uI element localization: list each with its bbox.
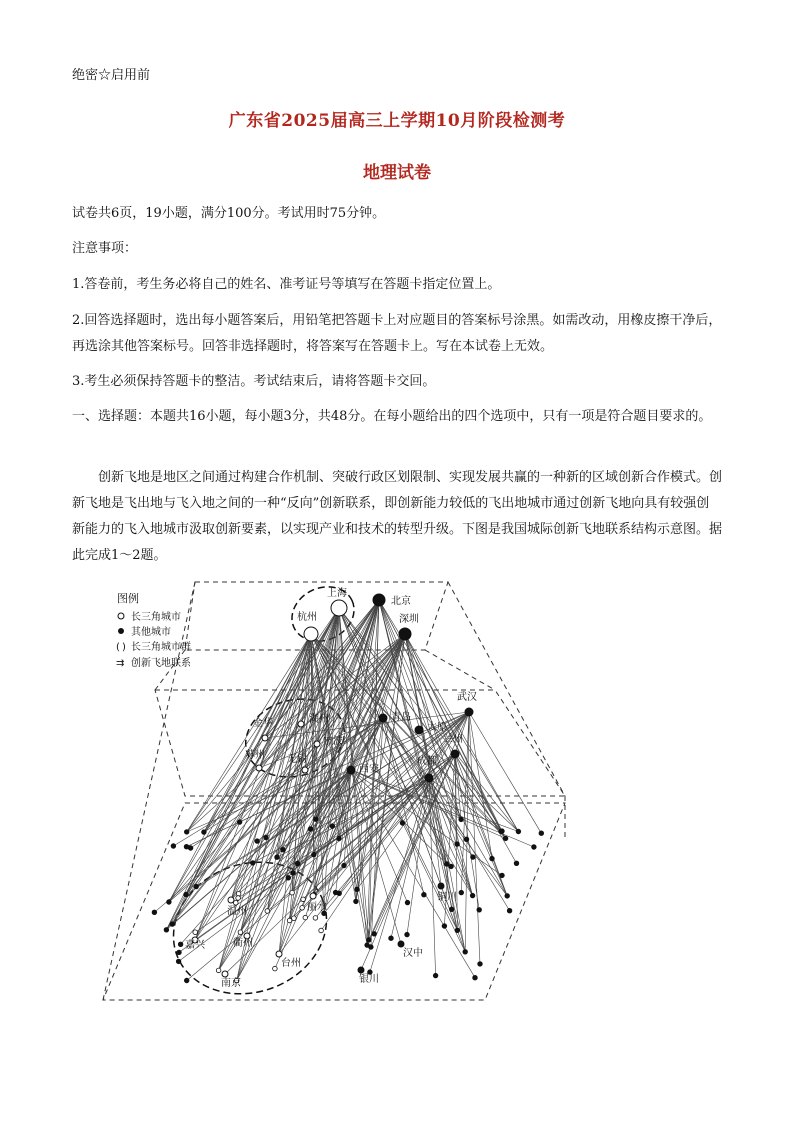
minor-city-node xyxy=(170,922,175,927)
enclave-link-line xyxy=(172,634,311,924)
minor-city-node xyxy=(516,829,521,834)
minor-city-node xyxy=(164,928,169,933)
city-label-jiaxing: 嘉兴 xyxy=(185,940,205,951)
city-node-lanzhou xyxy=(451,750,459,758)
city-label-suzhou: 苏州 xyxy=(245,750,265,761)
city-label-wenzhou: 温州 xyxy=(227,906,247,917)
city-label-quzhou: 衢州 xyxy=(233,938,253,949)
minor-city-node xyxy=(202,830,207,835)
minor-city-node xyxy=(471,855,476,860)
minor-city-node xyxy=(442,924,447,929)
city-label-wuxi: 无锡 xyxy=(287,754,307,765)
city-label-hangzhou: 杭州 xyxy=(297,612,317,623)
innovation-enclave-links xyxy=(154,600,541,981)
minor-city-node xyxy=(444,862,449,867)
minor-city-node xyxy=(367,938,372,943)
city-label-shenzhen: 深圳 xyxy=(399,614,419,625)
minor-city-node xyxy=(389,936,394,941)
minor-city-node xyxy=(355,887,360,892)
minor-city-node xyxy=(300,906,305,911)
minor-city-node xyxy=(313,916,318,921)
minor-city-node xyxy=(167,900,172,905)
section-heading: 一、选择题：本题共16小题，每小题3分，共48分。在每小题给出的四个选项中，只有一项是符合题目要求的。 xyxy=(72,409,712,424)
city-node-yinchuan xyxy=(358,967,364,973)
minor-city-node xyxy=(490,856,495,861)
city-node-ningbo xyxy=(314,741,320,747)
minor-city-node xyxy=(292,916,297,921)
city-node-taizhou xyxy=(276,951,282,957)
notice-item-2: 2.回答选择题时，选出每小题答案后，用铅笔把答题卡上对应题目的答案标号涂黑。如需改动，用橡皮擦干净后，再选涂其他答案标号。回答非选择题时，将答案写在答题卡上。写在本试卷上无效。 xyxy=(72,313,722,354)
minor-city-node xyxy=(273,966,278,971)
city-node-wenzhou xyxy=(228,897,234,903)
minor-city-node xyxy=(333,890,338,895)
minor-city-node xyxy=(301,897,306,902)
minor-city-node xyxy=(308,827,313,832)
city-label-xian: 西安 xyxy=(359,764,379,775)
legend-filled-circle-icon xyxy=(118,628,124,634)
legend-item-4: 创新飞地联系 xyxy=(131,658,191,669)
innovation-enclave-diagram xyxy=(95,578,575,1008)
minor-city-node xyxy=(500,829,505,834)
minor-city-node xyxy=(177,950,182,955)
minor-city-node xyxy=(405,932,410,937)
city-label-nanjing: 南京 xyxy=(221,978,241,989)
minor-city-node xyxy=(194,884,199,889)
city-node-shanghai xyxy=(331,600,347,616)
minor-city-node xyxy=(449,864,454,869)
city-node-hangzhou xyxy=(304,627,318,641)
passage-text: 创新飞地是地区之间通过构建合作机制、突破行政区划限制、实现发展共赢的一种新的区域创新合作模式。创新飞地是飞出地与飞入地之间的一种“反向”创新联系，即创新能力较低的飞出地城市通过创新飞地向具有较强创新能力的飞入地城市汲取创新要素，以实现产业和技术的转型升级。下图是我国城际创新飞地联系结构示意图。据此完成1～2题。 xyxy=(72,470,723,563)
city-label-hanzhong: 汉中 xyxy=(403,948,423,959)
minor-city-node xyxy=(400,821,405,826)
city-label-taizhou: 台州 xyxy=(281,958,301,969)
minor-city-node xyxy=(265,909,270,914)
city-node-lishui xyxy=(310,893,316,899)
minor-city-node xyxy=(459,817,464,822)
city-node-huzhou xyxy=(298,721,304,727)
minor-city-node xyxy=(422,892,427,897)
city-node-xian xyxy=(347,766,355,774)
minor-city-node xyxy=(184,844,189,849)
city-label-shanghai: 上海 xyxy=(327,588,347,599)
minor-city-node xyxy=(330,824,335,829)
city-node-suzhou xyxy=(256,765,262,771)
minor-city-node xyxy=(184,892,189,897)
legend-title: 图例 xyxy=(117,592,139,605)
legend-item-3: 长三角城市群 xyxy=(131,642,191,653)
minor-city-node xyxy=(342,863,347,868)
city-node-qingdao xyxy=(379,714,387,722)
city-label-tongchuan: 铜川 xyxy=(437,892,457,903)
minor-city-node xyxy=(405,900,410,905)
city-node-nanjing xyxy=(222,971,228,977)
minor-city-node xyxy=(237,820,242,825)
city-label-huzhou: 湖州 xyxy=(309,714,329,725)
exam-info: 试卷共6页，19小题，满分100分。考试用时75分钟。 xyxy=(72,206,386,221)
city-label-lishui: 丽水 xyxy=(307,902,327,913)
city-node-chengdu xyxy=(425,774,433,782)
city-node-taiyuan xyxy=(415,726,423,734)
legend-item-1: 长三角城市 xyxy=(131,612,181,623)
city-label-jinhua: 金华 xyxy=(253,718,273,729)
minor-city-node xyxy=(433,973,438,978)
minor-city-node xyxy=(171,844,176,849)
minor-city-node xyxy=(275,855,280,860)
legend-bracket-icon-right: ) xyxy=(122,642,126,653)
minor-city-node xyxy=(464,837,469,842)
minor-city-node xyxy=(184,978,189,983)
minor-city-node xyxy=(459,890,464,895)
minor-city-node xyxy=(251,861,256,866)
minor-city-node xyxy=(354,899,359,904)
city-node-jinhua xyxy=(262,735,268,741)
minor-city-node xyxy=(455,842,460,847)
city-node-beijing xyxy=(373,594,385,606)
minor-city-node xyxy=(477,908,482,913)
confidential-label: 绝密☆启用前 xyxy=(72,68,151,83)
enclave-link-line xyxy=(219,634,311,970)
minor-city-node xyxy=(514,861,519,866)
enclave-link-line xyxy=(339,608,518,832)
minor-city-node xyxy=(303,915,308,920)
minor-city-node xyxy=(152,910,157,915)
minor-city-node xyxy=(470,893,475,898)
minor-city-node xyxy=(295,861,300,866)
minor-city-node xyxy=(463,950,468,955)
minor-city-node xyxy=(500,873,505,878)
enclave-link-line xyxy=(469,712,480,964)
city-label-chengdu: 成都 xyxy=(417,756,437,767)
minor-city-node xyxy=(193,930,198,935)
city-node-wuxi xyxy=(302,767,308,773)
city-label-taiyuan: 太原 xyxy=(427,722,447,733)
minor-city-node xyxy=(449,907,454,912)
notice-heading: 注意事项： xyxy=(72,241,138,256)
minor-city-node xyxy=(291,871,296,876)
minor-city-node xyxy=(255,839,260,844)
minor-city-node xyxy=(539,831,544,836)
legend-bracket-icon: ( xyxy=(116,642,120,653)
minor-city-node xyxy=(478,962,483,967)
minor-city-node xyxy=(372,932,377,937)
legend-arrow-icon: ⇉ xyxy=(116,658,125,669)
city-label-lanzhou: 兰州 xyxy=(443,734,463,745)
minor-city-node xyxy=(314,817,319,822)
minor-city-node xyxy=(286,876,291,881)
minor-city-node xyxy=(176,959,181,964)
subject-title: 地理试卷 xyxy=(363,163,431,183)
notice-item-1: 1.答卷前，考生务必将自己的姓名、准考证号等填写在答题卡指定位置上。 xyxy=(72,277,501,292)
city-label-beijing: 北京 xyxy=(391,596,411,607)
minor-city-node xyxy=(238,930,243,935)
minor-city-node xyxy=(236,896,241,901)
enclave-link-line xyxy=(267,634,405,911)
minor-city-node xyxy=(505,894,510,899)
minor-city-node xyxy=(532,845,537,850)
minor-city-node xyxy=(178,942,183,947)
city-node-wuhan xyxy=(465,708,473,716)
minor-city-node xyxy=(473,975,478,980)
city-label-qingdao: 青岛 xyxy=(391,712,411,723)
enclave-link-line xyxy=(237,634,311,980)
city-label-yinchuan: 银川 xyxy=(359,974,379,985)
city-node-hanzhong xyxy=(398,941,404,947)
minor-city-node xyxy=(365,943,370,948)
notice-item-3: 3.考生必须保持答题卡的整洁。考试结束后，请将答题卡交回。 xyxy=(72,374,436,389)
legend-open-circle-icon xyxy=(118,613,124,619)
city-label-wuhan: 武汉 xyxy=(457,692,477,703)
exam-title: 广东省2025届高三上学期10月阶段检测考 xyxy=(228,111,566,131)
minor-city-node xyxy=(281,847,286,852)
minor-city-node xyxy=(290,890,295,895)
legend xyxy=(116,591,191,669)
minor-city-node xyxy=(264,835,269,840)
minor-city-node xyxy=(319,928,324,933)
minor-city-node xyxy=(312,852,317,857)
city-node-shenzhen xyxy=(399,628,411,640)
minor-city-node xyxy=(507,908,512,913)
minor-city-node xyxy=(503,836,508,841)
legend-item-2: 其他城市 xyxy=(131,627,171,638)
enclave-link-line xyxy=(351,770,401,944)
city-node-tongchuan xyxy=(438,883,444,889)
city-label-ningbo: 宁波 xyxy=(323,736,343,747)
minor-city-node xyxy=(337,836,342,841)
minor-city-node xyxy=(216,968,221,973)
minor-city-node xyxy=(455,928,460,933)
minor-city-node xyxy=(287,918,292,923)
minor-city-node xyxy=(184,830,189,835)
